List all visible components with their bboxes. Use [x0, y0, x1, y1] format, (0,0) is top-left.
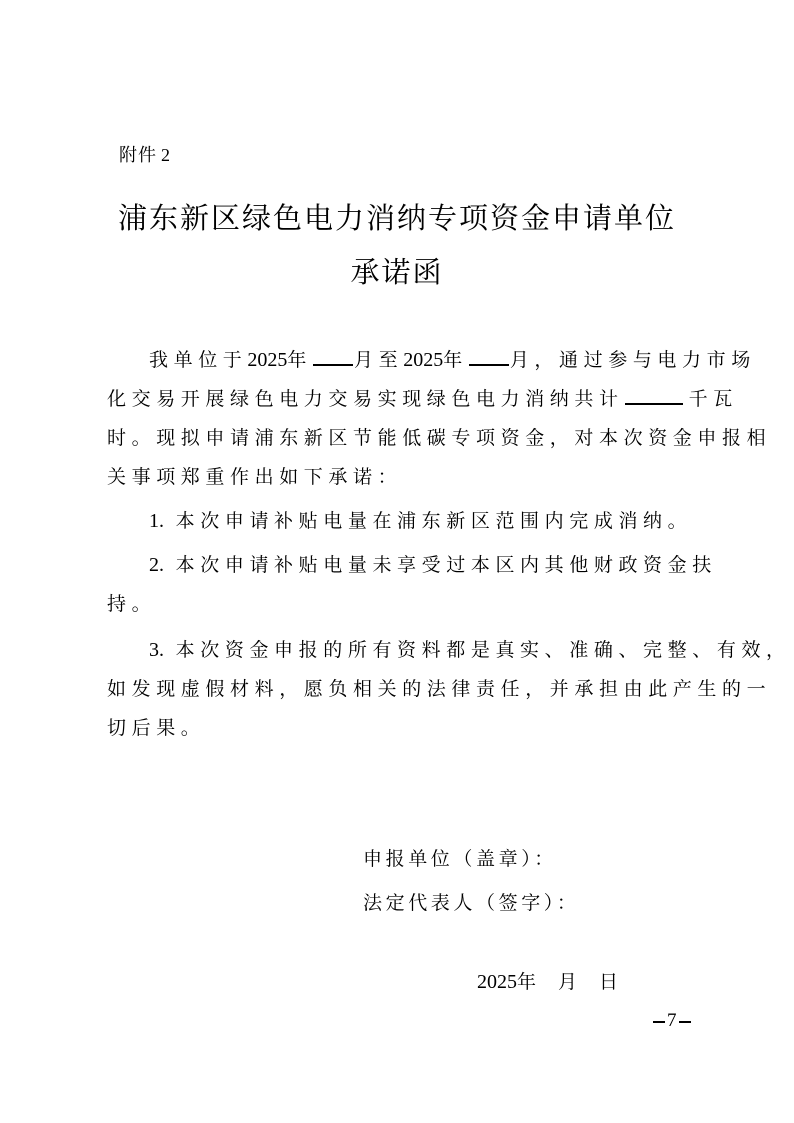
commitment-number: 3.	[149, 639, 164, 661]
end-year: 2025	[403, 349, 444, 371]
commitment-line: 如发现虚假材料，愿负相关的法律责任，并承担由此产生的一	[107, 678, 772, 700]
dash-right	[679, 1021, 691, 1023]
intro-text: 月，通过参与电力市场	[509, 349, 756, 371]
applicant-seal-field[interactable]	[363, 845, 557, 873]
attachment-number: 2	[161, 145, 171, 165]
commitment-line	[107, 502, 694, 541]
commitment-item-2	[107, 546, 717, 624]
applicant-seal-label: 申报单位（盖章）：	[363, 848, 557, 870]
commitment-text: 本次申请补贴电量在浦东新区范围内完成消纳。	[175, 510, 693, 532]
representative-signature-field[interactable]	[363, 889, 580, 917]
page-number	[651, 1008, 693, 1034]
intro-line-1	[107, 341, 756, 380]
year-suffix: 年	[443, 349, 468, 371]
intro-text: 我单位于	[149, 349, 248, 371]
start-month-blank[interactable]	[313, 346, 353, 366]
attachment-label-text: 附件	[119, 145, 157, 166]
intro-line-3: 时。现拟申请浦东新区节能低碳专项资金，对本次资金申报相	[107, 427, 772, 449]
date-day-label: 日	[599, 971, 619, 993]
year-suffix: 年	[287, 349, 313, 371]
representative-signature-label: 法定代表人（签字）：	[363, 892, 580, 914]
commitment-line: 切后果。	[107, 717, 206, 739]
signature-date	[477, 968, 618, 996]
commitment-line	[107, 546, 717, 585]
page-number-value: 7	[667, 1010, 677, 1031]
end-month-blank[interactable]	[469, 346, 509, 366]
dash-left	[653, 1021, 665, 1023]
date-year-suffix: 年	[517, 971, 537, 993]
start-year: 2025	[247, 349, 288, 371]
intro-text: 月至	[354, 349, 404, 371]
intro-text: 化交易开展绿色电力交易实现绿色电力消纳共计	[107, 388, 624, 410]
commitment-line	[107, 631, 791, 670]
commitment-text: 本次申请补贴电量未享受过本区内其他财政资金扶	[175, 554, 717, 576]
intro-line-4: 关事项郑重作出如下承诺：	[107, 466, 403, 488]
unit-text: 千瓦	[688, 388, 738, 410]
commitment-number: 1.	[149, 510, 164, 532]
date-year: 2025	[477, 971, 517, 993]
intro-paragraph	[107, 341, 772, 497]
amount-blank[interactable]	[625, 385, 683, 405]
date-month-label: 月	[558, 971, 578, 993]
commitment-line: 持。	[107, 593, 157, 615]
document-title: 浦东新区绿色电力消纳专项资金申请单位	[117, 201, 676, 235]
document-subtitle: 承诺函	[350, 255, 444, 289]
commitment-item-3	[107, 631, 791, 748]
intro-line-2	[107, 380, 738, 419]
commitment-number: 2.	[149, 554, 164, 576]
commitment-item-1	[107, 502, 694, 541]
attachment-label	[119, 143, 171, 168]
commitment-text: 本次资金申报的所有资料都是真实、准确、完整、有效，	[175, 639, 791, 661]
